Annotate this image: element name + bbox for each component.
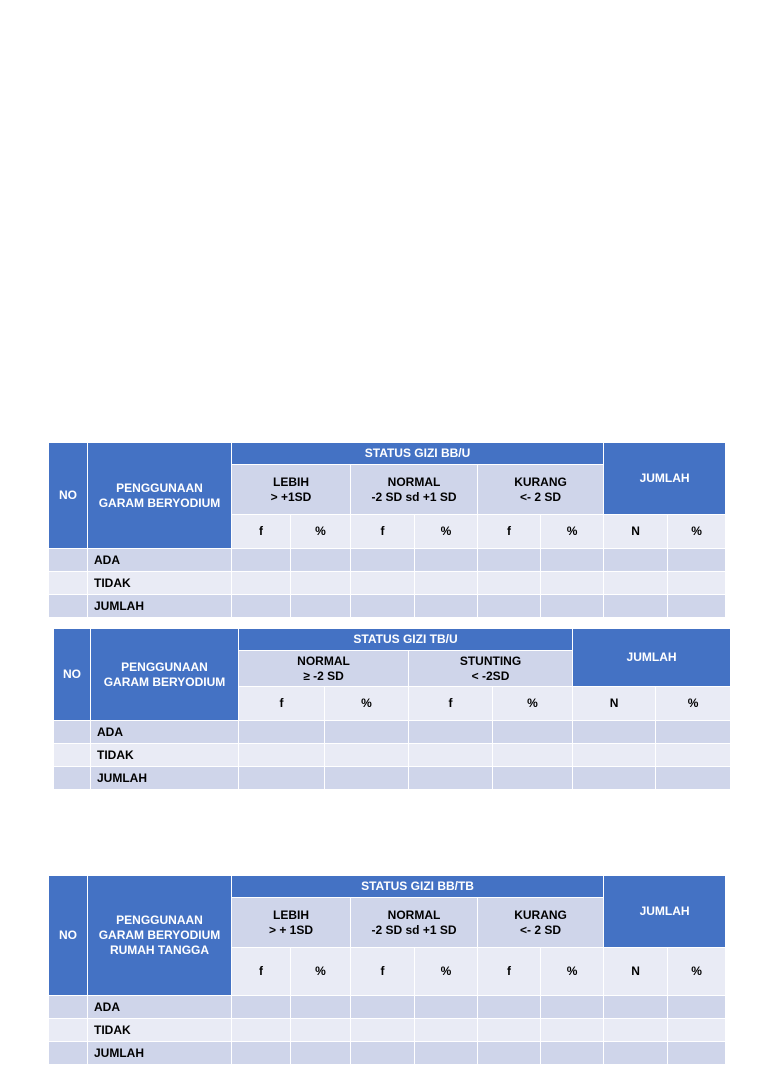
header-category-kurang: KURANG <- 2 SD: [478, 898, 604, 948]
header-jumlah: JUMLAH: [604, 443, 726, 515]
subheader-cell: f: [232, 948, 291, 996]
header-no: NO: [54, 629, 91, 721]
table-row: [54, 721, 731, 744]
subheader-cell: %: [668, 948, 726, 996]
subheader-cell: f: [478, 515, 541, 549]
table-status-gizi-tbu: [53, 628, 731, 790]
subheader-cell: %: [656, 687, 731, 721]
table-row: [49, 549, 726, 572]
table-row: [54, 767, 731, 790]
subheader-cell: %: [415, 948, 478, 996]
subheader-cell: f: [351, 515, 415, 549]
header-penggunaan: PENGGUNAAN GARAM BERYODIUM: [91, 629, 239, 721]
row-label: ADA: [88, 549, 232, 572]
header-category-normal: NORMAL -2 SD sd +1 SD: [351, 465, 478, 515]
table-row: [49, 595, 726, 618]
subheader-cell: N: [604, 948, 668, 996]
subheader-cell: N: [573, 687, 656, 721]
row-label: ADA: [91, 721, 239, 744]
subheader-cell: f: [239, 687, 325, 721]
subheader-cell: f: [409, 687, 493, 721]
header-group: STATUS GIZI TB/U: [239, 629, 573, 651]
subheader-cell: f: [232, 515, 291, 549]
row-label: TIDAK: [88, 1019, 232, 1042]
header-category-normal: NORMAL ≥ -2 SD: [239, 651, 409, 687]
header-category-normal: NORMAL -2 SD sd +1 SD: [351, 898, 478, 948]
subheader-cell: %: [541, 948, 604, 996]
subheader-cell: N: [604, 515, 668, 549]
row-label: TIDAK: [88, 572, 232, 595]
table-status-gizi-bbu: [48, 442, 726, 618]
table-row: [49, 1042, 726, 1065]
header-no: NO: [49, 876, 88, 996]
subheader-cell: f: [351, 948, 415, 996]
header-category-lebih: LEBIH > +1SD: [232, 465, 351, 515]
header-category-lebih: LEBIH > + 1SD: [232, 898, 351, 948]
header-group: STATUS GIZI BB/U: [232, 443, 604, 465]
header-category-kurang: KURANG <- 2 SD: [478, 465, 604, 515]
subheader-cell: %: [668, 515, 726, 549]
header-jumlah: JUMLAH: [604, 876, 726, 948]
row-label: JUMLAH: [88, 1042, 232, 1065]
header-group: STATUS GIZI BB/TB: [232, 876, 604, 898]
subheader-cell: f: [478, 948, 541, 996]
table-row: [54, 744, 731, 767]
header-jumlah: JUMLAH: [573, 629, 731, 687]
header-no: NO: [49, 443, 88, 549]
subheader-cell: %: [415, 515, 478, 549]
table-status-gizi-bbtb: [48, 875, 726, 1065]
table-row: [49, 996, 726, 1019]
row-label: JUMLAH: [88, 595, 232, 618]
row-label: JUMLAH: [91, 767, 239, 790]
row-label: TIDAK: [91, 744, 239, 767]
table-row: [49, 1019, 726, 1042]
header-penggunaan: PENGGUNAAN GARAM BERYODIUM: [88, 443, 232, 549]
subheader-cell: %: [541, 515, 604, 549]
subheader-cell: %: [291, 948, 351, 996]
subheader-cell: %: [325, 687, 409, 721]
subheader-cell: %: [291, 515, 351, 549]
subheader-cell: %: [493, 687, 573, 721]
header-penggunaan: PENGGUNAAN GARAM BERYODIUM RUMAH TANGGA: [88, 876, 232, 996]
row-label: ADA: [88, 996, 232, 1019]
table-row: [49, 572, 726, 595]
header-category-stunting: STUNTING < -2SD: [409, 651, 573, 687]
